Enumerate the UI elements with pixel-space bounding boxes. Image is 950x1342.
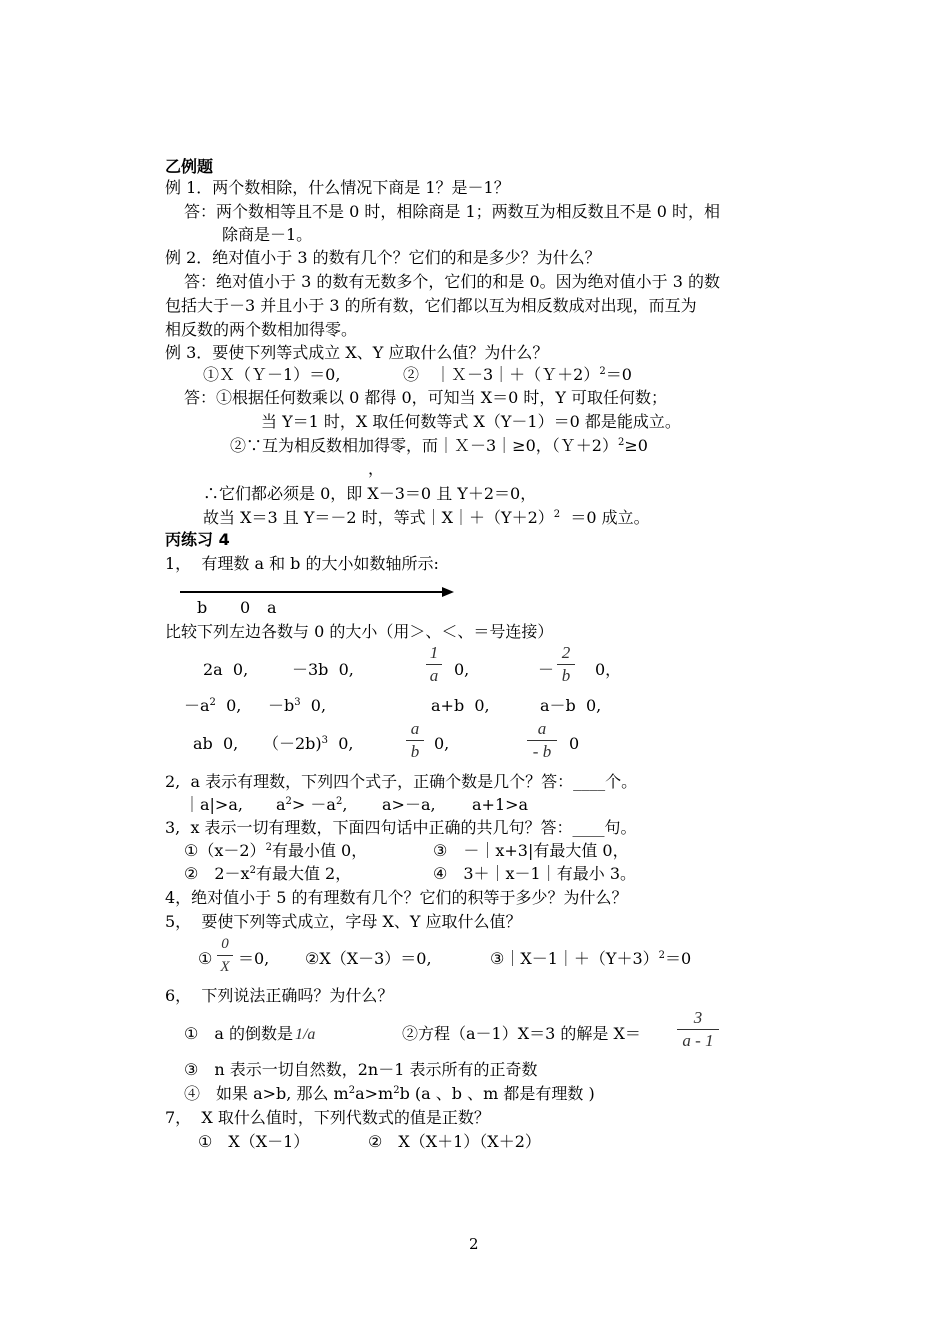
page-number: 2 <box>469 1235 479 1253</box>
example-3-answer-line-5: 故当 X＝3 且 Y＝－2 时，等式$|X|+(Y+2)^2 =0$ 成立。 <box>203 508 650 527</box>
example-2-answer-line-3: 相反数的两个数相加得零。 <box>165 320 358 339</box>
exercise-6-question: 6， 下列说法正确吗？为什么？ <box>165 986 394 1005</box>
exercise-3-option-3: ③ －｜x+3|有最大值 0， <box>433 841 629 860</box>
exercise-6-option-3: ③ n 表示一切自然数，2n－1 表示所有的正奇数 <box>184 1060 538 1079</box>
example-2-answer-line-2: 包括大于－3 并且小于 3 的所有数，它们都以互为相反数成对出现，而互为 <box>165 296 697 315</box>
fraction-a-over-b: a b <box>406 719 424 762</box>
example-3-answer-line-2: 当 Y＝1 时，X 取任何数等式 X（Y－1）＝0 都是能成立。 <box>261 412 681 431</box>
compare-a-over-b-tail: 0, <box>434 734 450 753</box>
compare-a-plus-b: a+b 0, <box>431 696 490 715</box>
fraction-a-over-neg-b: a - b <box>527 719 557 762</box>
example-3-equation-2: ② ｜Ｘ－3｜＋（Ｙ＋2）$^2$＝0 <box>403 365 632 384</box>
example-1-question: 例 1．两个数相除，什么情况下商是 1？是－1？ <box>165 178 510 197</box>
example-3-question: 例 3．要使下列等式成立 X、Y 应取什么值？为什么？ <box>165 343 549 362</box>
exercise-6-option-1: ① a 的倒数是 1/a <box>184 1024 316 1043</box>
exercise-2-question: 2, a 表示有理数，下列四个式子，正确个数是几个？答：____个。 <box>165 772 638 791</box>
exercise-5-eq1-lead: ① <box>198 949 213 968</box>
compare-2-over-b-tail: 0， <box>595 660 622 679</box>
exercise-5-eq1-tail: ＝0, <box>238 949 270 968</box>
example-3-answer-comma: ， <box>368 459 385 478</box>
exercise-1-compare-instruction: 比较下列左边各数与 0 的大小（用＞、＜、＝号连接） <box>165 622 554 641</box>
example-3-answer-line-4: ∴它们都必须是 0，即 X－3＝0 且 Y＋2＝0， <box>203 484 537 503</box>
compare-ab: ab 0, <box>193 734 239 753</box>
number-line-label-a: a <box>267 598 277 617</box>
fraction-3-over-a-minus-1: 3 a - 1 <box>677 1008 719 1051</box>
exercise-6-option-4: ④ 如果 a>b, 那么 $m^2a>m^2b$ (a 、b 、m 都是有理数 ) <box>184 1084 595 1103</box>
exercise-2-option-2: $a^2> -a^2$, <box>276 795 348 814</box>
exercise-2-option-1: ｜a|>a, <box>184 795 243 814</box>
example-2-question: 例 2．绝对值小于 3 的数有几个？它们的和是多少？为什么？ <box>165 248 601 267</box>
exercise-7-question: 7， X 取什么值时，下列代数式的值是正数？ <box>165 1108 490 1127</box>
exercise-7-option-2: ② X（X＋1）（X＋2） <box>368 1132 541 1151</box>
compare-neg-a-squared: $-a^2$ 0, <box>184 696 242 715</box>
example-3-answer-line-3: ②∵互为相反数相加得零，而｜Ｘ－3｜≥0，（Ｙ＋2）$^2$≥0 <box>230 436 648 455</box>
section-heading-b: 乙例题 <box>165 157 214 176</box>
number-line-arrow <box>180 584 460 600</box>
exercise-5-question: 5， 要使下列等式成立，字母 X、Y 应取什么值？ <box>165 912 522 931</box>
exercise-6-option-2: ②方程（a－1）X＝3 的解是 X＝ <box>402 1024 641 1043</box>
number-line-label-0: 0 <box>240 598 251 617</box>
example-3-equation-1: ①Ｘ（Ｙ－1）＝0, <box>203 365 341 384</box>
example-1-answer-line-1: 答：两个数相等且不是 0 时，相除商是 1；两数互为相反数且不是 0 时，相 <box>184 202 720 221</box>
exercise-3-option-2: ② $2-x^2$有最大值 2， <box>184 864 352 883</box>
compare-a-over-neg-b-tail: 0 <box>569 734 580 753</box>
compare-neg-2b-cubed: （－2b)$^3$ 0, <box>263 734 354 753</box>
exercise-4-question: 4，绝对值小于 5 的有理数有几个？它们的积等于多少？为什么？ <box>165 888 628 907</box>
exercise-3-question: 3, x 表示一切有理数，下面四句话中正确的共几句？答：____句。 <box>165 818 637 837</box>
exercise-1-question: 1， 有理数 a 和 b 的大小如数轴所示: <box>165 554 439 573</box>
section-heading-c: 丙练习 4 <box>165 530 230 549</box>
exercise-7-option-1: ① X（X－1） <box>198 1132 310 1151</box>
exercise-3-option-1: $①(x-2)^2$有最小值 0， <box>184 841 368 860</box>
fraction-0-over-x: 0 X <box>217 934 233 977</box>
fraction-1-over-a: 1 a <box>426 643 442 686</box>
example-2-answer-line-1: 答：绝对值小于 3 的数有无数多个，它们的和是 0。因为绝对值小于 3 的数 <box>184 272 720 291</box>
exercise-2-option-3: a>－a, <box>382 795 436 814</box>
exercise-5-eq2: ②X（X－3）＝0, <box>305 949 432 968</box>
exercise-3-option-4: ④ 3＋｜x－1｜有最小 3。 <box>433 864 636 883</box>
number-line-label-b: b <box>197 598 208 617</box>
exercise-5-eq3: $③|X-1|+(Y+3)^2=0$ <box>490 949 692 968</box>
example-1-answer-line-2: 除商是－1。 <box>222 225 313 244</box>
compare-1-over-a-tail: 0, <box>454 660 470 679</box>
compare-neg-b-cubed: $-b^3$ 0, <box>268 696 327 715</box>
compare-2a: 2a 0, <box>203 660 249 679</box>
fraction-2-over-b: 2 b <box>557 643 575 686</box>
example-3-answer-line-1: 答：①根据任何数乘以 0 都得 0，可知当 X＝0 时，Y 可取任何数； <box>184 388 668 407</box>
compare-a-minus-b: a－b 0, <box>540 696 602 715</box>
compare-neg-3b: －3b 0, <box>292 660 354 679</box>
exercise-2-option-4: a+1>a <box>472 795 529 814</box>
compare-neg-sign: － <box>538 660 555 679</box>
